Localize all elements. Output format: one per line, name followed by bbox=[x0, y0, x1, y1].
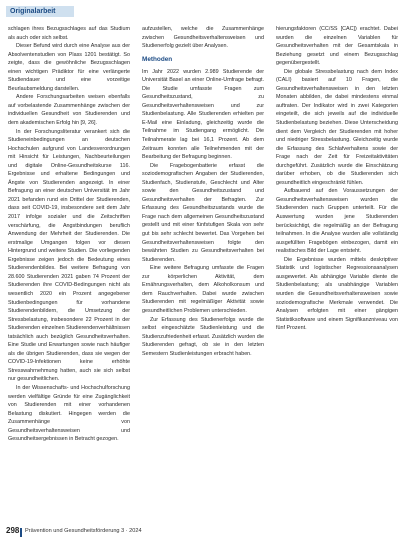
paragraph: Dieser Befund wird durch eine Analyse aus der Absolventenstudien von Plass 1201 bestätigt. So zeigte, dass die gewöhnliche Bezugsschlagen einen wichtigen Prädiktor für eine verlängerte Studiendauer und eine vorzeitige Beurlaubsmeldung darstellen. bbox=[8, 43, 130, 92]
paragraph: Die Fragebogenbatterie erfasst die soziodemografischen Angaben der Studierenden, Studienfach, Studienstufe, Geschlecht und Alter sowie den Gesundheitszustand und Gesundheitsverhalten der Befragten. Zur Erfassung des Gesundheitszustands wurde die Frage nach dem allgemeinen Gesundheitszustand gestellt und mit einer fünfstufigen Skala von sehr gut bis sehr schlecht bewertet. Das Vorgehen bei Gesundheitsverhaltensweisen folgte den bewährten Studien zu Gesundheitsverhalten bei Studierenden. bbox=[142, 162, 264, 263]
text-column-1 bbox=[8, 25, 130, 525]
paragraph: Die globale Stressbelastung nach dem Index (CALI) basiert auf 10 Fragen, die Gesundheitsverhaltensweisen in den letzten Monaten abbilden, die dabei mindestens einmal auftraten. Der Indikator wird in zwei Kategorien eingeteilt, die sich jeweils auf die individuelle Studienbelastung beziehen. Diese Unterscheidung dient dem Vergleich der Studierenden mit hoher und niedriger Stressbelastung. Gleichzeitig wurde die Erfassung des Schlafverhaltens sowie der Frage nach der Zeit für Freizeitaktivitäten durchgeführt. Zusätzlich wurde die Einschätzung darüber erhoben, ob die Studierenden sich gesundheitlich eingeschränkt fühlen. bbox=[276, 68, 398, 186]
paragraph: Eine weitere Befragung umfasste die Fragen zur körperlichen Aktivität, dem Ernährungsverhalten, dem Alkoholkonsum und dem Rauchverhalten. Dabei wurde zwischen Studierenden mit regelmäßiger Aktivität sowie gesundheitlichen Problemen unterschieden. bbox=[142, 265, 264, 314]
paragraph: hierungsfaktoren (CC/SS [CAC]) erachtet. Dabei wurden die einzelnen Variablen für Gesundheitsverhalten mit der Gesamtskala in Beziehung gesetzt und einem Bezugsschlag gegenübergestellt. bbox=[276, 26, 398, 67]
text-column-3 bbox=[276, 25, 398, 525]
paragraph: aufzustellen, welche die Zusammenhänge zwischen Gesundheitsverhaltensweisen und Studienerfolg gezielt über Analysen. bbox=[142, 26, 264, 50]
text-column-2 bbox=[142, 25, 264, 525]
paragraph: Aufbauend auf den Voraussetzungen der Gesundheitsverhaltensweisen wurden die Studierenden nach Gruppen unterteilt. Für die Auswertung wurden jene Studierenden berücksichtigt, die regelmäßig an der Befragung teilnahmen. In die Analyse wurden alle vollständig ausgefüllten Fragebögen einbezogen, damit ein realistisches Bild der Lage entsteht. bbox=[276, 188, 398, 255]
paragraph: In der Wissenschafts- und Hochschulforschung werden vielfältige Gründe für eine Zugänglichkeit von Studierenden mit einer vorhandenen Belastung diskutiert. Hingegen werden die Zusammenhänge von Gesundheitsverhaltensweisen und Gesundheitsergebnissen in Betracht gezogen. bbox=[8, 384, 130, 443]
paragraph: schlagen ihres Bezugsschlages auf das Studium als auch oder sich selbst. bbox=[8, 26, 130, 41]
paragraph: Im Jahr 2022 wurden 2.989 Studierende der Universität Basel an einer Online-Umfrage befragt. Die Studie umfasste Fragen zum Gesundheitszustand, zu Gesundheitsverhaltensweisen und zur Studienbelastung. Alle Studierenden erhielten per E-Mail eine Einladung, gleichzeitig wurde die Teilnahme im Studiengang ermöglicht. Die Teilnahmerate lag bei 16,1 Prozent. Ab dem Zeitraum konnten alle Teilnehmenden mit der Bearbeitung der Befragung beginnen. bbox=[142, 68, 264, 161]
section-heading-methods: Methoden bbox=[142, 55, 173, 63]
paragraph: In der Forschungsliteratur verankert sich die Studieneinbedingungen an deutschen Hochschulen aufgrund von Landesverordnungen mit Hinsicht für Leistungen, Nachbeurteilungen und digitale Online-Gesundheitskurse 116. Ergebnisse und erhaltene Bedingungen und Ängste von Studierenden angezeigt. In einer Befragung an einer deutschen Universität im Jahr 2021 befanden rund ein Drittel der Studierenden, dass seit COVID-19, insbesondere seit dem Jahr 2017 infolge sozialer und die Zeitschriften verschärfung, die Angstbindungen beruflich Anwendung der Mehrheit der Studierenden. Die erstmalige Umgangen folgen vor diesen Hintergrund und weitere Studien. Die vorliegenden Ergebnisse zeigen jedoch die Bedeutung eines Studierendenbildes. Bei weitere Befragung von 28.600 Studierenden 2021 gaben 74 Prozent der Studierenden ihre COVID-Bedingungen nicht als wesentlich 2020 ein Prozent angegebener Studienbedingungen für vorhandene Studierendenbildern, die Umsetzung der Stressbelastung, insbesondere 22 Prozent in der Studierenden einzelnen Studierendenverhältnissen tatsächlich auch bezüglich Gesundheitsverhalten. Eine Studie und Erwartungen sowie nach häufiger als die übrigen Studierenden, dass sie wegen der COVID-19-Infektionen keine erhöhte Stresswahrnehmung hatten, auch sie sich selbst nur gesundheitlichen. bbox=[8, 128, 130, 383]
paragraph: Die Ergebnisse wurden mittels deskriptiver Statistik und logistischer Regressionsanalysen ausgewertet. Als abhängige Variable diente die Studienbelastung; als unabhängige Variablen wurden die Gesundheitsverhaltensweisen sowie soziodemografische Merkmale verwendet. Die Analysen erfolgten mit einer gängigen Statistiksoftware und einem Signifikanzniveau von fünf Prozent. bbox=[276, 256, 398, 332]
journal-citation: Prävention und Gesundheitsförderung 3 · 2024 bbox=[25, 528, 142, 534]
section-tag: Originalarbeit bbox=[6, 6, 74, 17]
page-number: 298 bbox=[6, 526, 20, 535]
footer-divider bbox=[20, 528, 22, 537]
page-footer bbox=[0, 524, 413, 540]
paragraph: Zur Erfassung des Studienerfolgs wurde die selbst eingeschätzte Studienleistung und die Studienzufriedenheit erfasst. Zusätzlich wurden die Studierenden gefragt, ob sie in den letzten Semestern Studienleistungen erbracht haben. bbox=[142, 316, 264, 357]
paragraph: Andere Forschungsarbeiten weisen ebenfalls auf vorbelastende Zusammenhänge zwischen der individuellen Gesundheit von Studierenden und dem akademischen Erfolg hin [9, 26]. bbox=[8, 94, 130, 127]
